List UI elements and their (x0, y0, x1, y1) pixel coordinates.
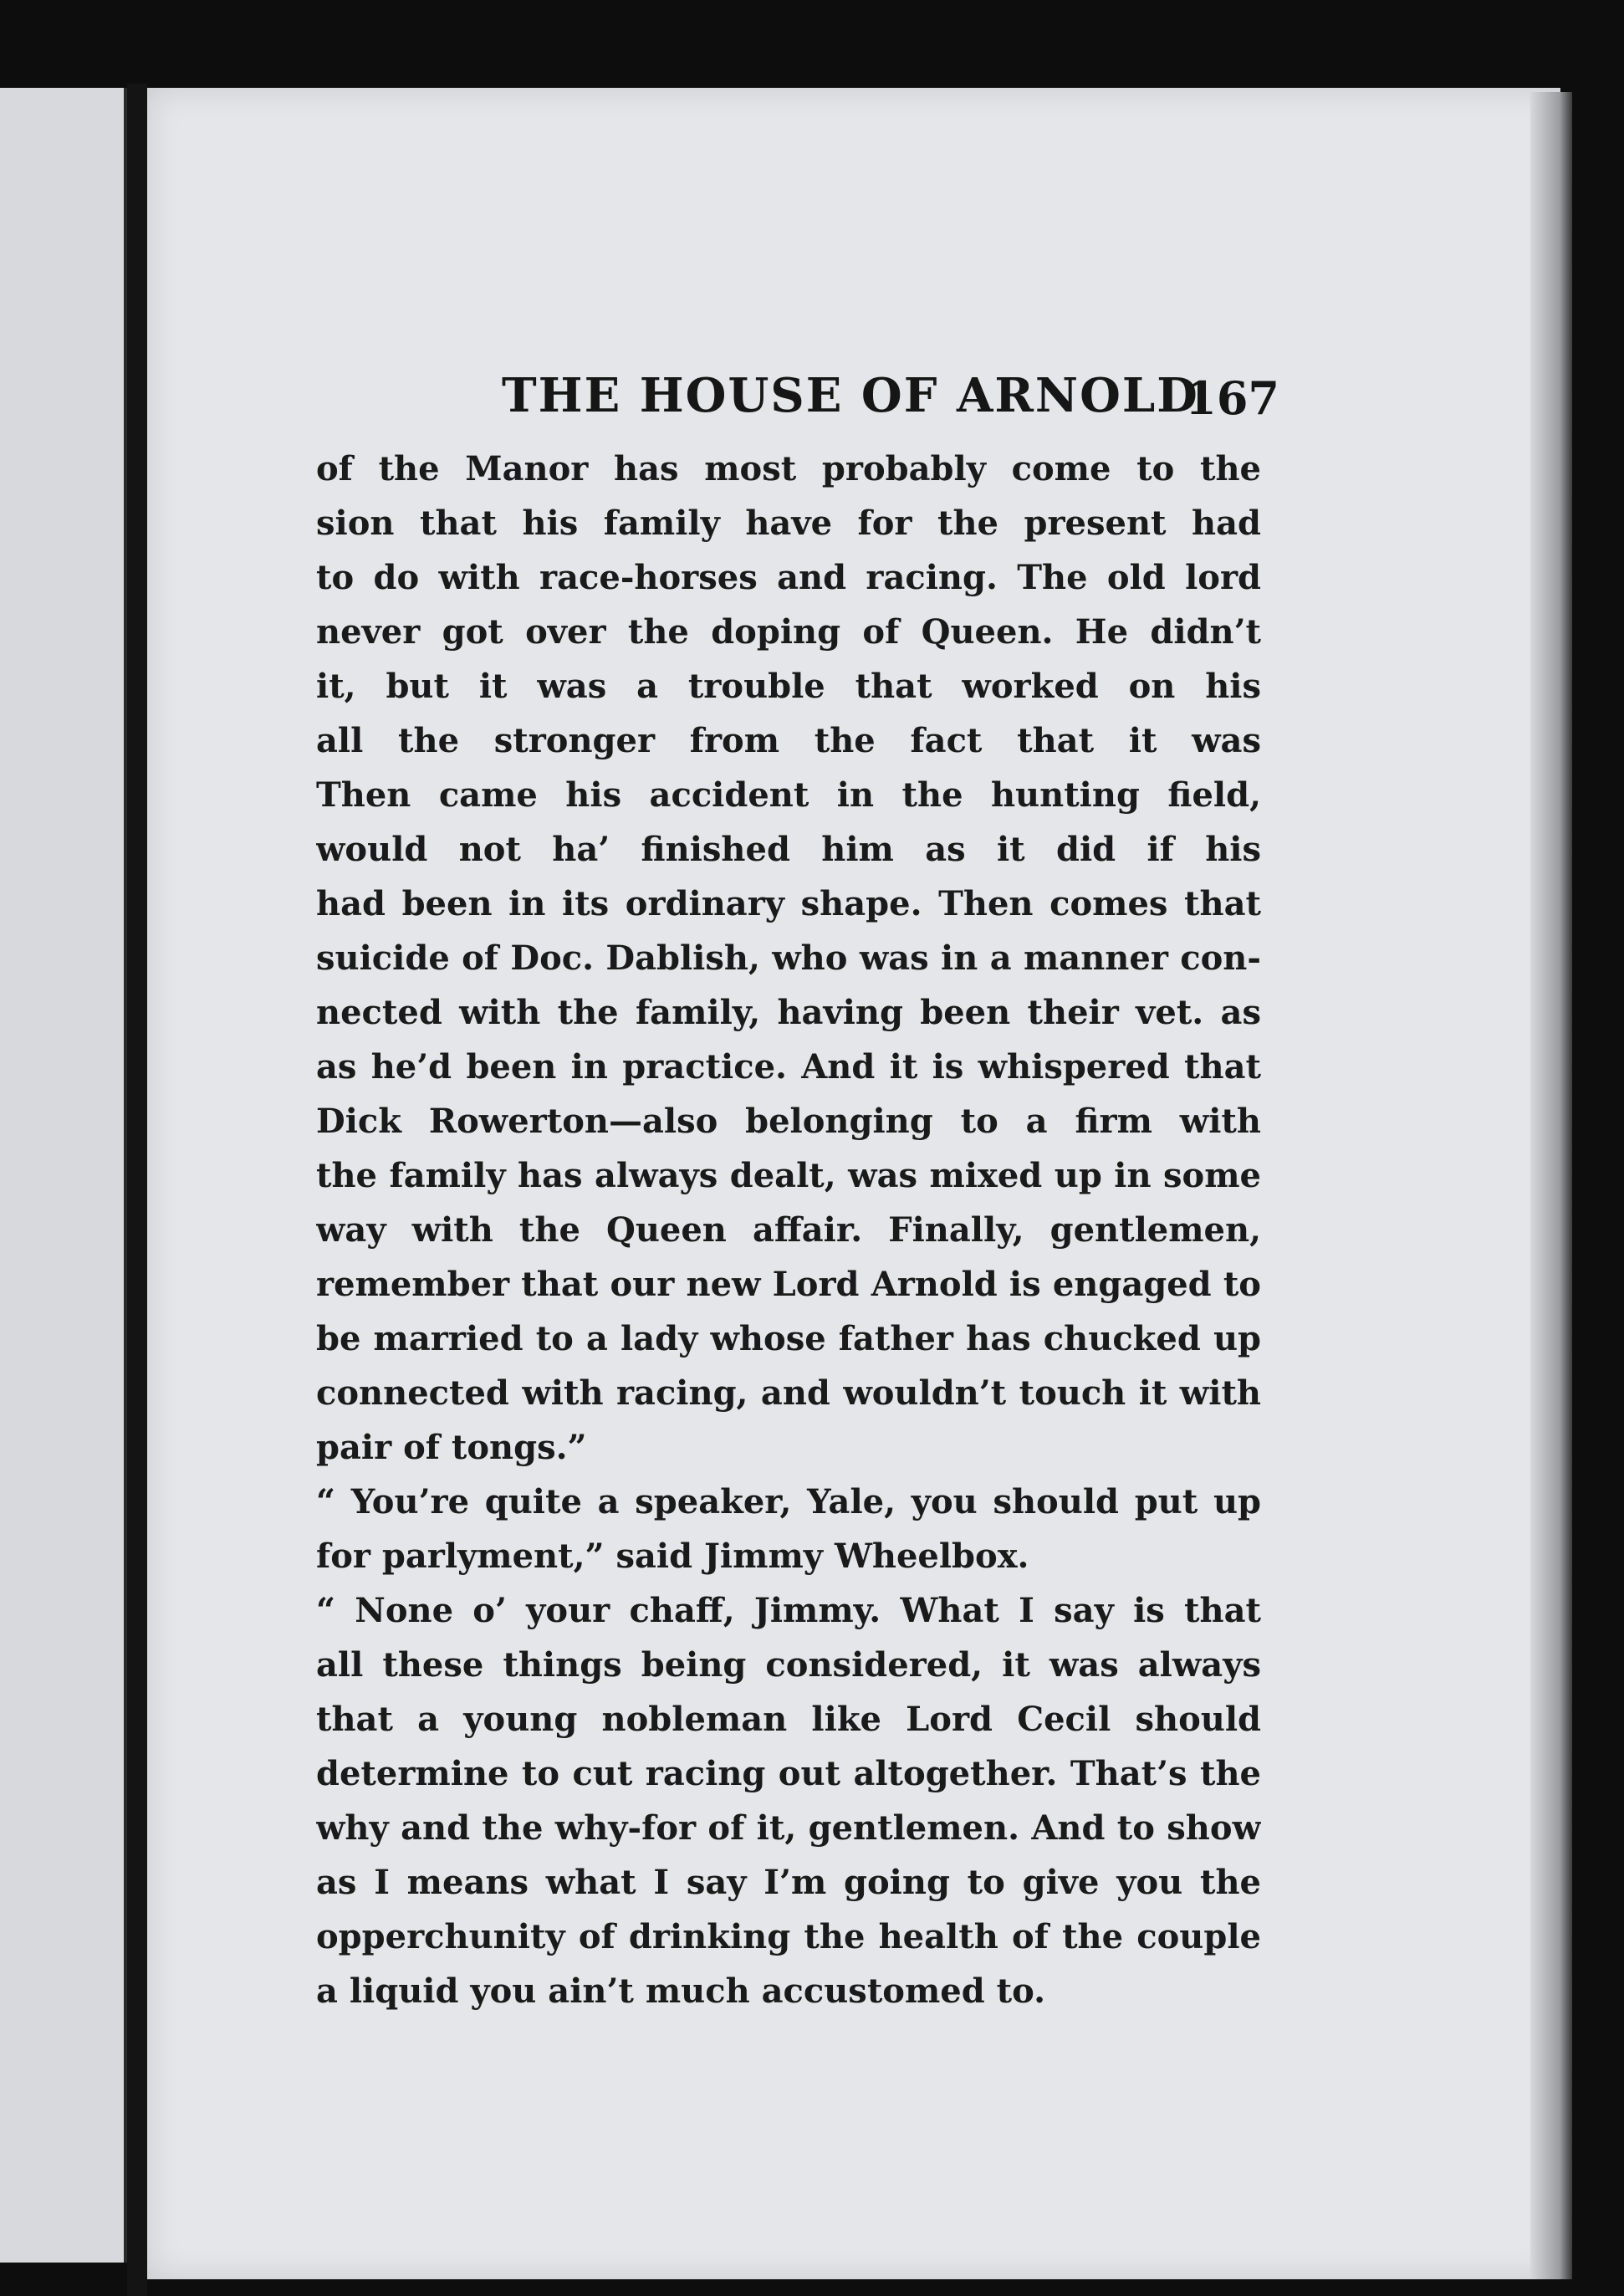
text-line: remember that our new Lord Arnold is engaged to (316, 1265, 1261, 1304)
text-line: all the stronger from the fact that it was (316, 721, 1261, 760)
text-line: as I means what I say I’m going to give you the (316, 1863, 1261, 1902)
running-title: THE HOUSE OF ARNOLD (502, 368, 1199, 423)
text-line: that a young nobleman like Lord Cecil should (316, 1700, 1261, 1739)
text-line: way with the Queen affair. Finally, gentlemen, (316, 1210, 1261, 1250)
text-line: it, but it was a trouble that worked on his (316, 667, 1261, 706)
text-line: “ None o’ your chaff, Jimmy. What I say is that (316, 1591, 1261, 1630)
body-text (316, 442, 1261, 2018)
text-line: nected with the family, having been their vet. as (316, 993, 1261, 1032)
text-line: of the Manor has most probably come to the (316, 449, 1261, 488)
page-header (502, 368, 1279, 435)
text-line: all these things being considered, it was always (316, 1645, 1261, 1685)
text-line: determine to cut racing out altogether. That’s the (316, 1754, 1261, 1793)
text-line: why and the why-for of it, gentlemen. And to show (316, 1808, 1261, 1848)
text-line: opperchunity of drinking the health of the couple (316, 1917, 1261, 1956)
text-line: pair of tongs.” (316, 1428, 587, 1467)
text-line: Dick Rowerton—also belonging to a firm with (316, 1102, 1261, 1141)
text-line: had been in its ordinary shape. Then comes that (316, 884, 1261, 923)
text-line: “ You’re quite a speaker, Yale, you should put up (316, 1482, 1261, 1521)
page-right-edge (1530, 92, 1572, 2279)
text-line: the family has always dealt, was mixed up in some (316, 1156, 1261, 1195)
text-line: sion that his family have for the present had (316, 504, 1261, 543)
text-line: to do with race-horses and racing. The old lord (316, 558, 1261, 597)
text-line: Then came his accident in the hunting field, (316, 775, 1261, 815)
text-line: as he’d been in practice. And it is whispered that (316, 1047, 1261, 1087)
text-line: would not ha’ finished him as it did if his (316, 830, 1261, 869)
text-line: be married to a lady whose father has chucked up (316, 1319, 1261, 1358)
text-line: suicide of Doc. Dablish, who was in a manner con- (316, 938, 1261, 978)
text-line: for parlyment,” said Jimmy Wheelbox. (316, 1537, 1029, 1576)
text-line: a liquid you ain’t much accustomed to. (316, 1971, 1046, 2011)
left-page-edge (0, 88, 127, 2263)
text-line: connected with racing, and wouldn’t touch it with (316, 1373, 1261, 1413)
page-number: 167 (1185, 371, 1279, 425)
book-gutter (127, 84, 147, 2296)
text-line: never got over the doping of Queen. He didn’t (316, 612, 1261, 652)
